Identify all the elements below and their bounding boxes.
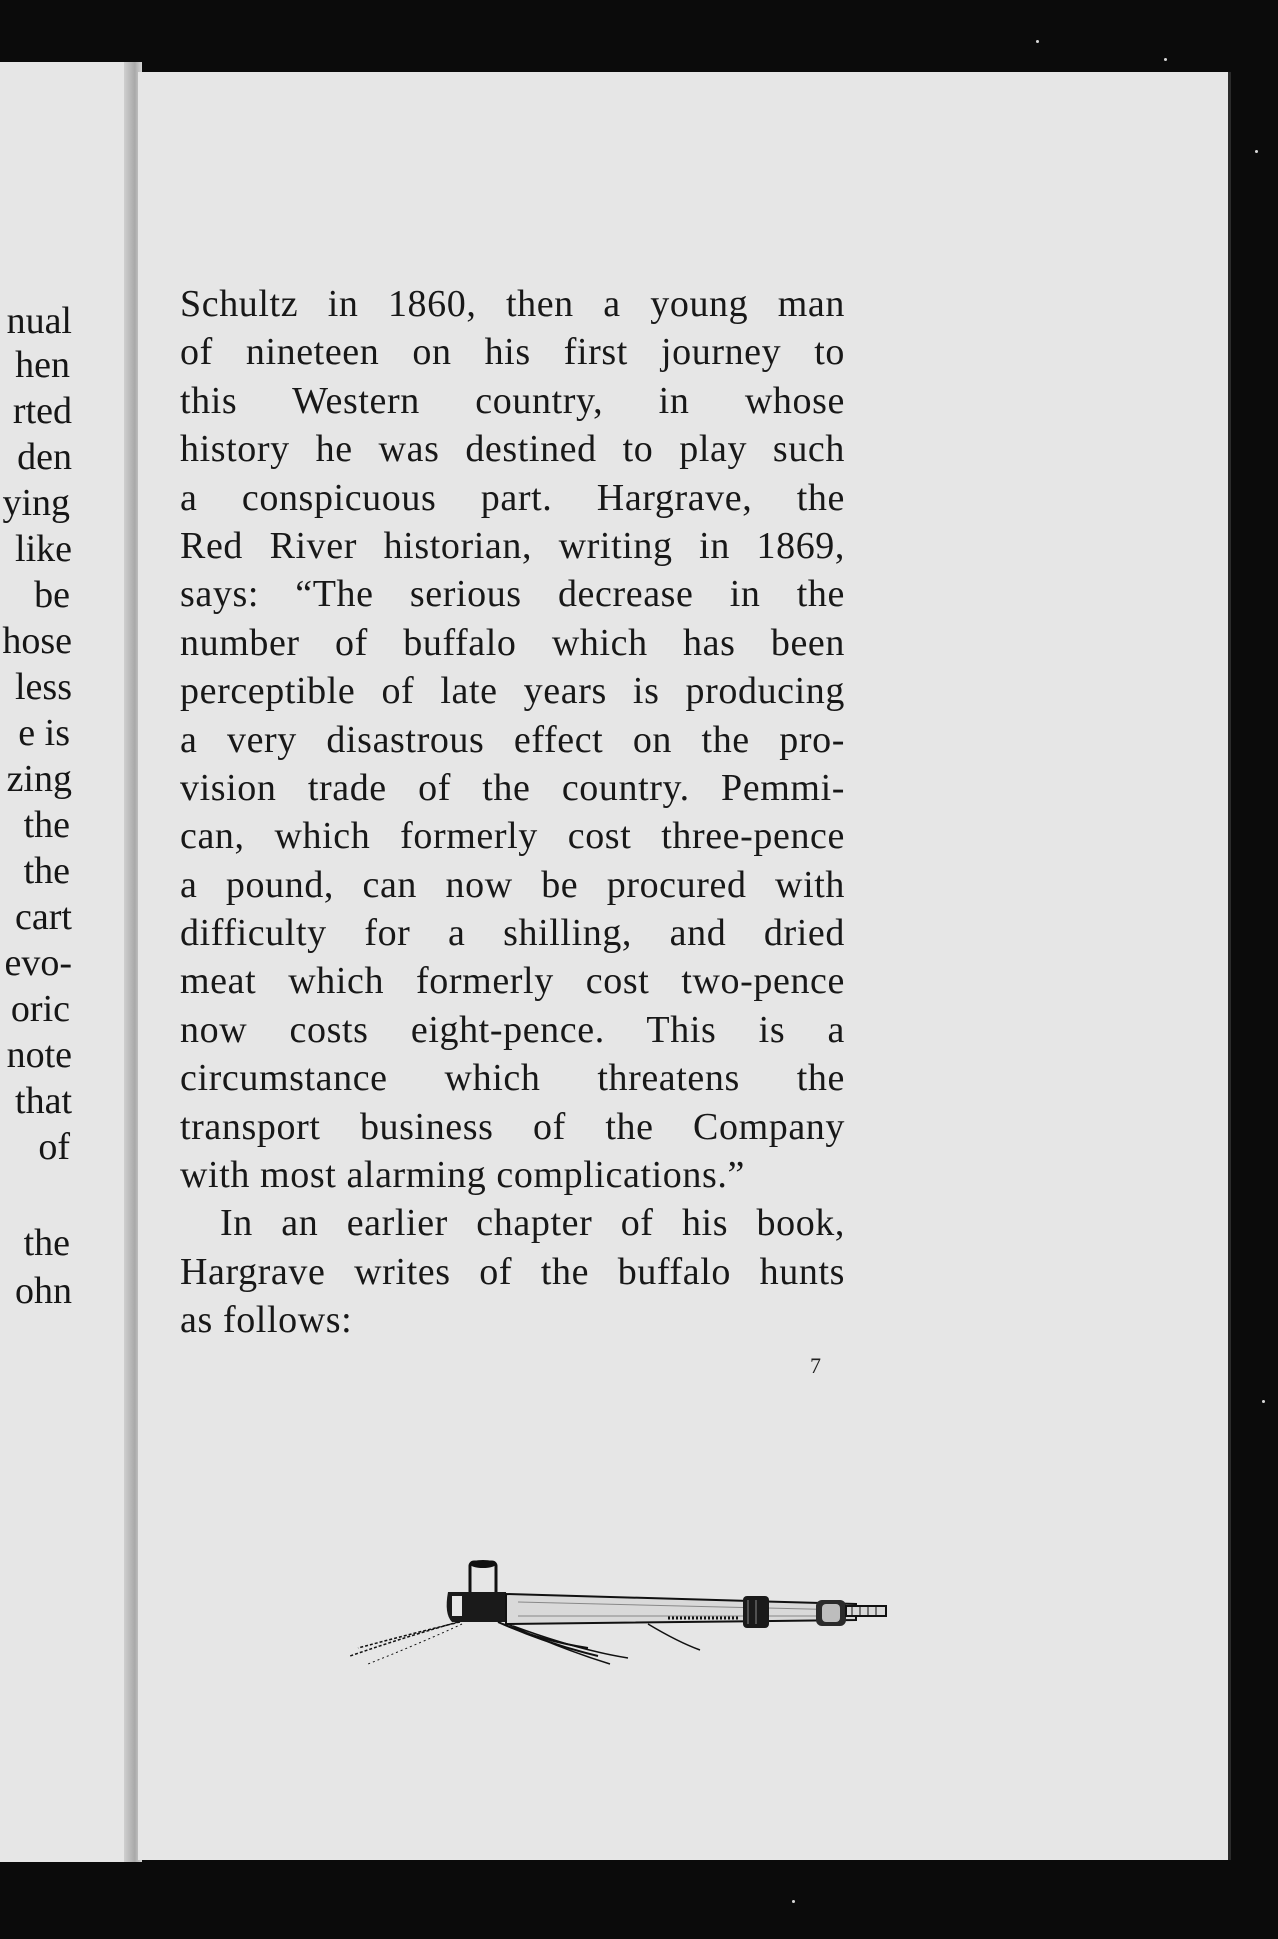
text-line: Red River historian, writing in 1869, (180, 524, 845, 567)
text-line: of nineteen on his first journey to (180, 331, 845, 374)
body-text (180, 280, 845, 1345)
text-line: circumstance which threatens the (180, 1057, 845, 1100)
previous-page-edge (0, 62, 132, 1862)
left-page-fragment: like (15, 528, 72, 570)
text-line: In an earlier chapter of his book, (220, 1202, 845, 1245)
scan-speck (1255, 150, 1258, 153)
text-line: transport business of the Company (180, 1105, 845, 1148)
left-page-fragment: ying (2, 482, 70, 524)
text-line: meat which formerly cost two-pence (180, 960, 845, 1003)
book-page (138, 72, 1231, 1860)
left-page-fragment: hose (2, 620, 72, 662)
left-page-fragment: evo- (4, 942, 72, 984)
scan-speck (792, 1900, 795, 1903)
text-line: vision trade of the country. Pemmi- (180, 766, 845, 809)
text-line: perceptible of late years is producing (180, 670, 845, 713)
page-number: 7 (810, 1353, 821, 1378)
left-page-fragment: be (34, 574, 70, 616)
text-line: Schultz in 1860, then a young man (180, 283, 845, 325)
text-line: Hargrave writes of the buffalo hunts (180, 1250, 845, 1293)
left-page-fragment: of (38, 1126, 70, 1168)
scan-speck (1164, 58, 1167, 61)
left-page-fragment: ohn (15, 1270, 72, 1312)
text-line: a pound, can now be procured with (180, 863, 845, 906)
text-line: with most alarming complications.” (180, 1154, 745, 1197)
left-page-fragment: cart (15, 896, 72, 938)
left-page-fragment: the (23, 1222, 70, 1264)
left-page-fragment: hen (15, 344, 70, 386)
text-line: difficulty for a shilling, and dried (180, 912, 845, 955)
text-line: as follows: (180, 1299, 353, 1342)
left-page-fragment: zing (6, 758, 72, 800)
left-page-fragment: less (15, 666, 72, 708)
text-line: can, which formerly cost three-pence (180, 815, 845, 858)
pipe-illustration (348, 1552, 888, 1672)
text-line: says: “The serious decrease in the (180, 573, 845, 616)
scan-speck (1262, 1400, 1265, 1403)
left-page-fragment: the (23, 850, 70, 892)
text-line: a very disastrous effect on the pro- (180, 718, 845, 761)
text-line: number of buffalo which has been (180, 621, 845, 664)
left-page-fragment: nual (6, 300, 72, 342)
text-line: history he was destined to play such (180, 428, 845, 471)
text-line: a conspicuous part. Hargrave, the (180, 476, 845, 519)
left-page-fragment: den (17, 436, 72, 478)
left-page-fragment: rted (12, 390, 72, 432)
scan-speck (1036, 40, 1039, 43)
left-page-fragment: e is (18, 712, 70, 754)
left-page-fragment: note (6, 1034, 72, 1076)
text-line: now costs eight-pence. This is a (180, 1008, 845, 1051)
left-page-fragment: that (15, 1080, 72, 1122)
left-page-fragment: the (23, 804, 70, 846)
left-page-fragment: oric (10, 988, 70, 1030)
text-line: this Western country, in whose (180, 379, 845, 422)
